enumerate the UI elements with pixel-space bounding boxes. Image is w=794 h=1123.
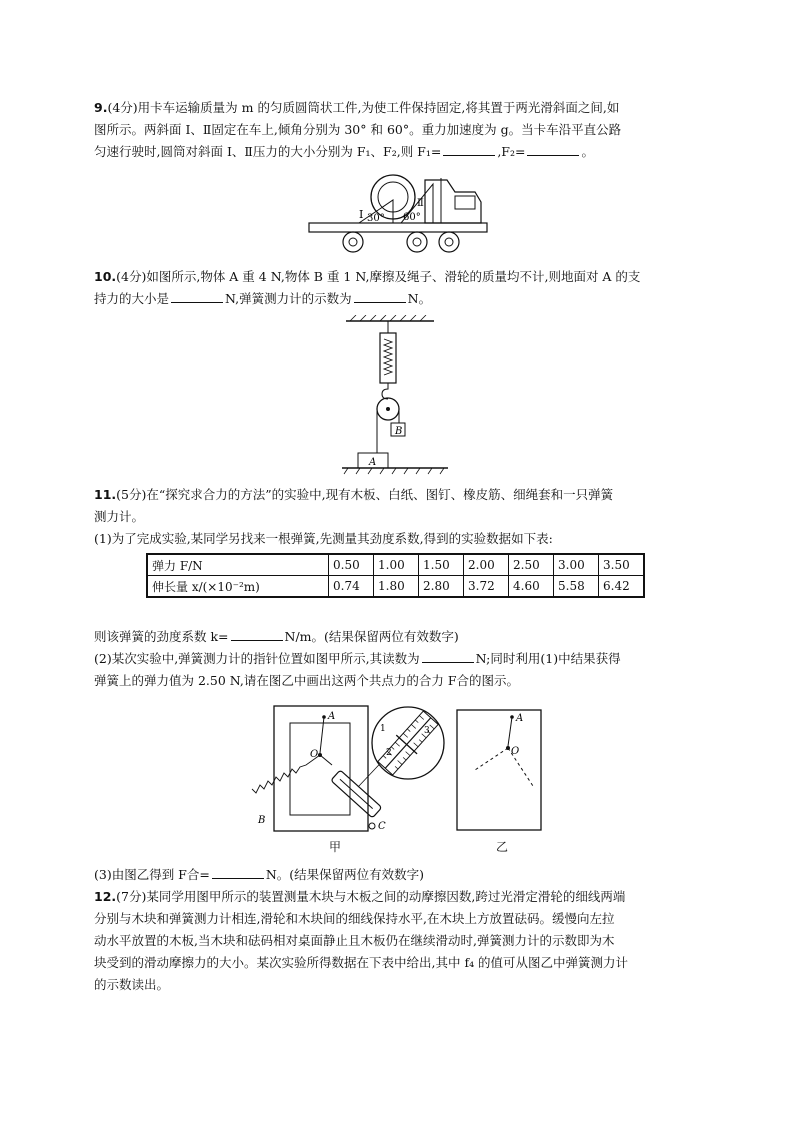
figure-jia bbox=[240, 703, 450, 863]
board bbox=[274, 706, 368, 831]
question-text: 弹簧上的弹力值为 2.50 N,请在图乙中画出这两个共点力的合力 F合的图示。 bbox=[94, 673, 520, 688]
table-cell: 1.00 bbox=[374, 554, 419, 576]
spring-left bbox=[252, 755, 320, 793]
question-text: 分别与木块和弹簧测力计相连,滑轮和木块间的细线保持水平,在木块上方放置砝码。缓慢向左拉 bbox=[94, 911, 615, 926]
truck-wheel-hub bbox=[349, 238, 357, 246]
question-text: 动水平放置的木板,当木块和砝码相对桌面静止且木板仍在继续滑动时,弹簧测力计的示数即为木 bbox=[94, 933, 615, 948]
table-cell: 1.80 bbox=[374, 576, 419, 598]
question-text: 图所示。两斜面 Ⅰ、Ⅱ固定在车上,倾角分别为 30° 和 60°。重力加速度为 g。当卡车沿平直公路 bbox=[94, 122, 622, 137]
question-11-part3 bbox=[94, 864, 700, 886]
figure-yi bbox=[455, 708, 545, 833]
table-cell: 2.50 bbox=[509, 554, 554, 576]
pulley-figure bbox=[340, 315, 460, 475]
paper bbox=[457, 710, 541, 830]
answer-blank-reading[interactable] bbox=[422, 649, 474, 663]
question-text: N。(结果保留两位有效数字) bbox=[265, 867, 425, 882]
question-text: (2)某次实验中,弹簧测力计的指针位置如图甲所示,其读数为 bbox=[94, 651, 420, 666]
question-text: 。 bbox=[581, 144, 594, 159]
table-row bbox=[147, 554, 644, 576]
caption-yi: 乙 bbox=[496, 840, 509, 854]
rubber-band bbox=[508, 717, 512, 746]
question-text: N/m。(结果保留两位有效数字) bbox=[284, 629, 459, 644]
scale-label: 1 bbox=[380, 724, 386, 734]
answer-blank-f2[interactable] bbox=[527, 142, 579, 156]
question-text: 块受到的滑动摩擦力的大小。某次实验所得数据在下表中给出,其中 f₄ 的值可从图乙中弹簧测力计 bbox=[94, 955, 629, 970]
label-A: A bbox=[328, 711, 336, 722]
question-12 bbox=[94, 886, 700, 996]
table-cell: 2.00 bbox=[464, 554, 509, 576]
truck-window bbox=[455, 196, 475, 209]
table-row bbox=[147, 576, 644, 598]
force-direction-1 bbox=[475, 748, 508, 770]
question-text: ,F₂= bbox=[497, 144, 526, 159]
table-cell: 3.72 bbox=[464, 576, 509, 598]
table-cell: 0.74 bbox=[329, 576, 374, 598]
truck-wheel bbox=[343, 232, 363, 252]
answer-blank-support[interactable] bbox=[171, 289, 223, 303]
answer-blank-resultant[interactable] bbox=[212, 865, 264, 879]
table-cell: 3.50 bbox=[599, 554, 645, 576]
question-number: 9. bbox=[94, 100, 108, 115]
question-text: N;同时利用(1)中结果获得 bbox=[475, 651, 621, 666]
label-A: A bbox=[369, 457, 377, 468]
label-O: O bbox=[511, 746, 520, 757]
spring-data-table bbox=[146, 553, 645, 598]
question-number: 12. bbox=[94, 889, 117, 904]
answer-blank-reading[interactable] bbox=[354, 289, 406, 303]
ring-C bbox=[369, 823, 375, 829]
rubber-band bbox=[320, 717, 324, 753]
label-B: B bbox=[258, 815, 266, 826]
label-B: B bbox=[395, 426, 403, 437]
truck-wheel-hub bbox=[413, 238, 421, 246]
table-cell: 1.50 bbox=[419, 554, 464, 576]
question-text: N。 bbox=[407, 291, 432, 306]
table-cell: 5.58 bbox=[554, 576, 599, 598]
label-A: A bbox=[516, 713, 524, 724]
question-11-continued bbox=[94, 626, 700, 692]
label-angle-60: 60° bbox=[403, 212, 421, 223]
question-text: (7分)某同学用图甲所示的装置测量木块与木板之间的动摩擦因数,跨过光滑定滑轮的细线两端 bbox=[116, 889, 626, 904]
spring-scale-tilted bbox=[331, 770, 382, 818]
question-text: (5分)在“探究求合力的方法”的实验中,现有木板、白纸、图钉、橡皮筋、细绳套和一只弹簧 bbox=[116, 487, 614, 502]
table-cell: 4.60 bbox=[509, 576, 554, 598]
table-cell: 2.80 bbox=[419, 576, 464, 598]
truck-wheel bbox=[407, 232, 427, 252]
table-cell: 6.42 bbox=[599, 576, 645, 598]
question-number: 10. bbox=[94, 269, 117, 284]
truck-bed bbox=[309, 223, 487, 232]
scale-label: 3 bbox=[424, 726, 430, 736]
caption-jia: 甲 bbox=[329, 840, 342, 854]
question-text: (3)由图乙得到 F合= bbox=[94, 867, 210, 882]
question-number: 11. bbox=[94, 487, 117, 502]
question-text: 匀速行驶时,圆筒对斜面 Ⅰ、Ⅱ压力的大小分别为 F₁、F₂,则 F₁= bbox=[94, 144, 442, 159]
truck-wheel bbox=[439, 232, 459, 252]
question-text: (4分)用卡车运输质量为 m 的匀质圆筒状工件,为使工件保持固定,将其置于两光滑斜面之间,如 bbox=[107, 100, 620, 115]
truck-figure bbox=[305, 170, 495, 260]
question-text: (1)为了完成实验,某同学另找来一根弹簧,先测量其劲度系数,得到的实验数据如下表: bbox=[94, 531, 553, 546]
scale-label: 2 bbox=[386, 748, 392, 758]
label-slope-II: Ⅱ bbox=[417, 198, 424, 209]
force-direction-2 bbox=[508, 748, 533, 786]
hook bbox=[382, 383, 388, 399]
question-text: 持力的大小是 bbox=[94, 291, 170, 306]
question-10 bbox=[94, 266, 700, 310]
string-to-scale bbox=[320, 755, 332, 765]
pulley-axle bbox=[386, 407, 390, 411]
question-9 bbox=[94, 97, 700, 163]
label-angle-30: 30° bbox=[367, 213, 385, 224]
question-text: 则该弹簧的劲度系数 k= bbox=[94, 629, 229, 644]
table-header: 伸长量 x/(×10⁻²m) bbox=[147, 576, 329, 598]
ceiling-hatch bbox=[350, 315, 426, 321]
question-text: 的示数读出。 bbox=[94, 977, 170, 992]
table-cell: 0.50 bbox=[329, 554, 374, 576]
label-O: O bbox=[310, 749, 319, 760]
truck-wheel-hub bbox=[445, 238, 453, 246]
question-11 bbox=[94, 484, 700, 550]
answer-blank-f1[interactable] bbox=[443, 142, 495, 156]
question-text: (4分)如图所示,物体 A 重 4 N,物体 B 重 1 N,摩擦及绳子、滑轮的质量均不计,则地面对 A 的支 bbox=[116, 269, 641, 284]
question-text: 测力计。 bbox=[94, 509, 145, 524]
label-C: C bbox=[378, 821, 386, 832]
spring-coil bbox=[384, 339, 392, 375]
question-text: N,弹簧测力计的示数为 bbox=[225, 291, 352, 306]
label-slope-I: Ⅰ bbox=[359, 208, 364, 221]
answer-blank-k[interactable] bbox=[231, 627, 283, 641]
table-cell: 3.00 bbox=[554, 554, 599, 576]
table-header: 弹力 F/N bbox=[147, 554, 329, 576]
ground-hatch bbox=[344, 468, 444, 474]
